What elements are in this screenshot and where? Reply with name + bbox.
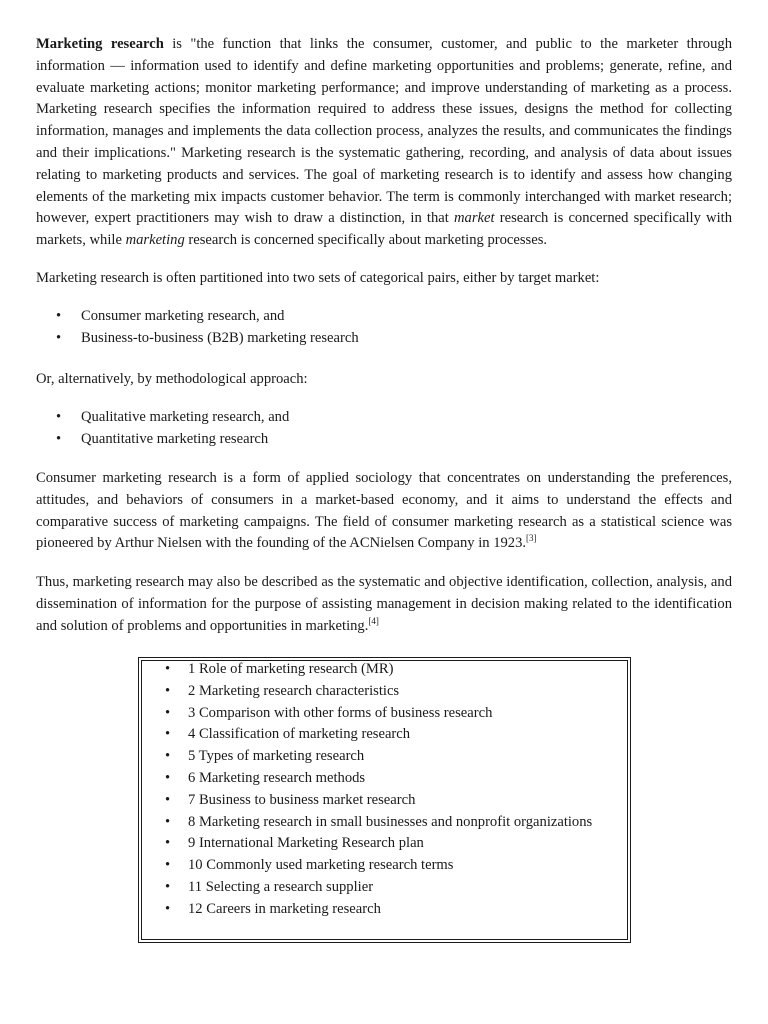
partition-paragraph: Marketing research is often partitioned into two sets of categorical pairs, either by target market: xyxy=(36,270,600,286)
intro-text-2: research is concerned specifically with markets, while xyxy=(36,210,733,249)
toc-item-supplier[interactable]: • 11 Selecting a research supplier xyxy=(142,877,592,899)
method-list xyxy=(36,407,289,451)
toc-item-types[interactable]: • 5 Types of marketing research xyxy=(142,746,592,768)
toc-item-careers[interactable]: • 12 Careers in marketing research xyxy=(142,899,592,921)
target-market-list xyxy=(36,306,359,350)
toc-item-characteristics[interactable]: • 2 Marketing research characteristics xyxy=(142,681,592,703)
toc-item-classification[interactable]: • 4 Classification of marketing research xyxy=(142,724,592,746)
intro-text-3: research is concerned specifically about marketing processes. xyxy=(184,232,548,249)
intro-paragraph xyxy=(36,34,732,252)
thus-text: Thus, marketing research may also be described as the systematic and objective identification, collection, analysis, and dissemination of information for the purpose of assisting management in decision making related to the identification and solution of problems and opportunities in marketing. xyxy=(36,574,732,634)
alternative-paragraph: Or, alternatively, by methodological approach: xyxy=(36,371,308,387)
thus-paragraph xyxy=(36,572,732,637)
intro-term: Marketing research xyxy=(36,36,164,52)
reference-link-3[interactable]: [3] xyxy=(526,533,537,544)
consumer-text: Consumer marketing research is a form of applied sociology that concentrates on understanding the preferences, attitudes, and behaviors of consumers in a market-based economy, and it aims to understand the effects and comparative success of marketing campaigns. The field of consumer marketing research as a statistical science was pioneered by Arthur Nielsen with the founding of the ACNielsen Company in 1923. xyxy=(36,470,732,552)
list-item: • Business-to-business (B2B) marketing research xyxy=(36,328,359,350)
intro-text-1: is "the function that links the consumer, customer, and public to the marketer through information — information used to identify and define marketing opportunities and problems; generate, refine, and evaluate marketing actions; monitor marketing performance; and improve understanding of marketing as a process. Marketing research specifies the information required to address these issues, designs the method for collecting information, manages and implements the data collection process, analyzes the results, and communicates the findings and their implications." Marketing research is the systematic gathering, recording, and analysis of data about issues relating to marketing products and services. The goal of marketing research is to identify and assess how changing elements of the marketing mix impacts customer behavior. The term is commonly interchanged with market research; however, expert practitioners may wish to draw a distinction, in that xyxy=(36,36,732,227)
toc-item-role[interactable]: • 1 Role of marketing research (MR) xyxy=(142,659,592,681)
toc-item-small-business[interactable]: • 8 Marketing research in small businesses and nonprofit organizations xyxy=(142,812,592,834)
list-item: • Consumer marketing research, and xyxy=(36,306,359,328)
toc-item-comparison[interactable]: • 3 Comparison with other forms of business research xyxy=(142,703,592,725)
list-item: • Qualitative marketing research, and xyxy=(36,407,289,429)
consumer-paragraph xyxy=(36,468,732,555)
intro-emphasis-market: market xyxy=(454,210,495,227)
table-of-contents-inner-border xyxy=(141,660,628,940)
toc-list xyxy=(142,659,592,921)
toc-item-b2b[interactable]: • 7 Business to business market research xyxy=(142,790,592,812)
intro-emphasis-marketing: marketing xyxy=(125,232,185,249)
toc-item-international[interactable]: • 9 International Marketing Research plan xyxy=(142,833,592,855)
list-item: • Quantitative marketing research xyxy=(36,429,289,451)
toc-item-terms[interactable]: • 10 Commonly used marketing research terms xyxy=(142,855,592,877)
toc-item-methods[interactable]: • 6 Marketing research methods xyxy=(142,768,592,790)
table-of-contents xyxy=(138,657,631,943)
reference-link-4[interactable]: [4] xyxy=(368,615,379,626)
